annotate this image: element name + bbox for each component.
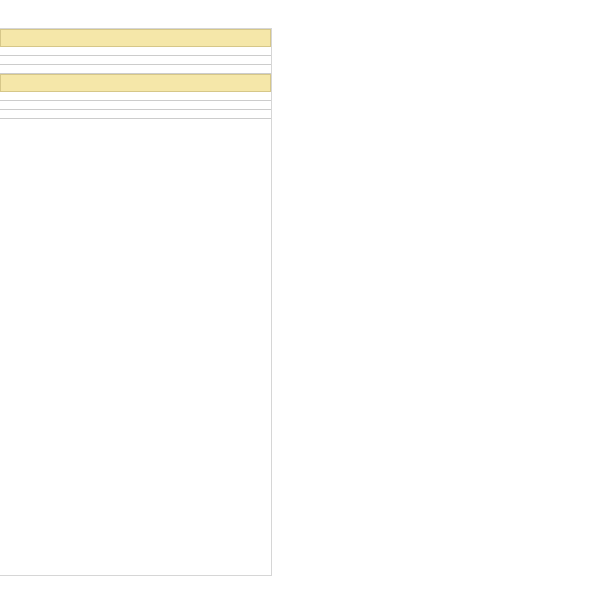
section-title-2 <box>0 74 271 92</box>
instructions-2 <box>0 110 271 119</box>
spec-2 <box>0 101 271 110</box>
section-title-1 <box>0 29 271 47</box>
ingredients-1 <box>0 47 271 56</box>
instructions-1 <box>0 65 271 74</box>
nutrition-and-common-info <box>278 28 590 576</box>
ingredients-2 <box>0 92 271 101</box>
product-descriptions <box>0 28 272 576</box>
spec-1 <box>0 56 271 65</box>
